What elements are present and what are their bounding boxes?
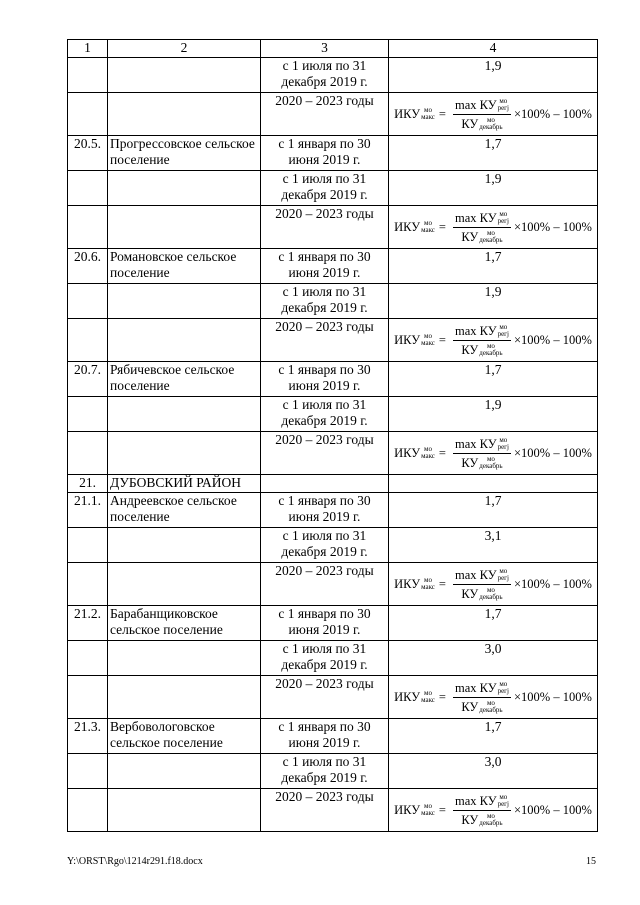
formula-num-symbol [455,793,509,809]
formula-den-symbol [461,699,502,715]
formula-lhs-superscript: мо [424,576,432,584]
formula-num-subscript: регj [497,686,509,695]
formula-den-scripts [479,456,502,470]
header-cell: 4 [389,40,598,58]
table-row [68,136,598,171]
formula-tail: ×100% – 100% [514,803,592,817]
formula-num-base: max КУ [454,97,497,112]
value-cell: 1,7 [389,606,598,641]
formula-den-subscript: декабрь [479,461,503,470]
formula-num-subscript: регj [497,442,509,451]
formula-lhs-subscript: макс [421,809,435,817]
value-cell: 1,9 [389,58,598,93]
empty-cell [389,475,598,493]
table-row [68,641,598,676]
settlement-name [108,284,261,319]
settlement-name [108,93,261,136]
formula-num-symbol [455,436,509,452]
formula-den-scripts [479,813,502,827]
formula-num-superscript: мо [499,322,508,331]
period-cell: с 1 января по 30 июня 2019 г. [261,362,389,397]
header-cell: 3 [261,40,389,58]
settlement-name [108,676,261,719]
formula-lhs-scripts [421,107,435,121]
formula-num-superscript: мо [499,96,508,105]
formula-den-scripts [479,700,502,714]
formula-den-base: КУ [461,342,479,357]
formula-den-superscript: мо [486,811,495,820]
formula [391,93,595,135]
formula-den-superscript: мо [486,115,495,124]
settlement-name [108,397,261,432]
header-cell: 2 [108,40,261,58]
formula-lhs-base: ИКУ [394,107,421,121]
empty-cell [261,475,389,493]
formula-lhs-superscript: мо [424,106,432,114]
settlement-name [108,171,261,206]
formula-denominator [461,585,502,602]
formula-lhs-superscript: мо [424,332,432,340]
formula-lhs-scripts [421,333,435,347]
settlement-name [108,563,261,606]
formula-equals: = [438,220,446,234]
formula-den-base: КУ [461,116,479,131]
period-cell: с 1 июля по 31 декабря 2019 г. [261,284,389,319]
settlement-name [108,789,261,832]
formula-den-symbol [461,455,502,471]
row-number [68,754,108,789]
period-cell: 2020 – 2023 годы [261,563,389,606]
formula-den-symbol [461,586,502,602]
table-row [68,58,598,93]
value-cell: 3,1 [389,528,598,563]
formula-tail: ×100% – 100% [514,577,592,591]
formula-num-scripts [498,568,509,582]
formula-den-scripts [479,343,502,357]
formula-den-symbol [461,342,502,358]
formula-den-scripts [479,587,502,601]
formula-num-subscript: регj [497,329,509,338]
formula-num-scripts [498,794,509,808]
formula-den-scripts [479,117,502,131]
formula-numerator [453,323,511,341]
formula [391,319,595,361]
formula-lhs-symbol [394,576,435,592]
formula-lhs-base: ИКУ [394,577,421,591]
formula-tail: ×100% – 100% [514,690,592,704]
formula-num-superscript: мо [499,679,508,688]
formula-num-superscript: мо [499,435,508,444]
period-cell: с 1 июля по 31 декабря 2019 г. [261,754,389,789]
settlement-name: Романовское сельское поселение [108,249,261,284]
formula [391,563,595,605]
row-number [68,676,108,719]
formula-lhs-superscript: мо [424,219,432,227]
formula-num-scripts [498,681,509,695]
formula-equals: = [438,333,446,347]
formula-lhs-symbol [394,332,435,348]
period-cell: 2020 – 2023 годы [261,206,389,249]
table-row [68,563,598,606]
formula-lhs-subscript: макс [421,339,435,347]
formula-lhs-symbol [394,445,435,461]
formula-lhs-base: ИКУ [394,446,421,460]
formula-num-subscript: регj [497,103,509,112]
settlement-name [108,432,261,475]
table-row [68,284,598,319]
formula-equals: = [438,690,446,704]
formula-den-base: КУ [461,455,479,470]
formula-den-base: КУ [461,699,479,714]
formula-cell [389,563,598,606]
formula-lhs-subscript: макс [421,452,435,460]
value-cell: 3,0 [389,641,598,676]
formula-denominator [461,811,502,828]
period-cell: 2020 – 2023 годы [261,319,389,362]
value-cell: 1,7 [389,136,598,171]
formula-lhs-scripts [421,446,435,460]
row-number [68,563,108,606]
value-cell: 1,9 [389,397,598,432]
period-cell: с 1 июля по 31 декабря 2019 г. [261,528,389,563]
row-number: 21.3. [68,719,108,754]
formula-num-symbol [455,567,509,583]
table-row [68,475,598,493]
formula-fraction [453,97,511,132]
formula-numerator [453,680,511,698]
formula-denominator [461,228,502,245]
row-number [68,397,108,432]
table-row [68,528,598,563]
formula-den-base: КУ [461,586,479,601]
value-cell: 1,7 [389,719,598,754]
period-cell: 2020 – 2023 годы [261,789,389,832]
row-number [68,528,108,563]
formula-num-base: max КУ [454,680,497,695]
value-cell: 1,9 [389,171,598,206]
row-number [68,206,108,249]
district-name: ДУБОВСКИЙ РАЙОН [108,475,261,493]
formula-lhs-scripts [421,690,435,704]
row-number [68,93,108,136]
row-number [68,319,108,362]
formula-tail: ×100% – 100% [514,220,592,234]
formula-num-superscript: мо [499,792,508,801]
formula-num-scripts [498,98,509,112]
footer-file-path: Y:\ORST\Rgo\1214r291.f18.docx [67,856,203,867]
formula-lhs-base: ИКУ [394,220,421,234]
table-row [68,397,598,432]
formula-tail: ×100% – 100% [514,333,592,347]
formula-cell [389,432,598,475]
formula-den-subscript: декабрь [479,592,503,601]
header-row [68,40,598,58]
formula-num-symbol [455,680,509,696]
settlement-name [108,319,261,362]
settlement-name: Барабанщиковское сельское поселение [108,606,261,641]
formula-lhs-base: ИКУ [394,333,421,347]
settlement-name [108,641,261,676]
row-number: 20.7. [68,362,108,397]
formula-equals: = [438,107,446,121]
period-cell: 2020 – 2023 годы [261,93,389,136]
table-row [68,93,598,136]
formula [391,676,595,718]
formula-denominator [461,698,502,715]
formula-cell [389,789,598,832]
formula-lhs-superscript: мо [424,689,432,697]
value-cell: 1,7 [389,362,598,397]
formula-num-base: max КУ [454,323,497,338]
table-row [68,432,598,475]
period-cell: с 1 января по 30 июня 2019 г. [261,136,389,171]
formula-den-subscript: декабрь [479,818,503,827]
table-row [68,249,598,284]
formula-lhs-symbol [394,802,435,818]
formula-lhs-superscript: мо [424,445,432,453]
formula-lhs-superscript: мо [424,802,432,810]
row-number [68,58,108,93]
formula-lhs-scripts [421,803,435,817]
formula-denominator [461,341,502,358]
formula-denominator [461,454,502,471]
formula-num-symbol [455,97,509,113]
period-cell: с 1 января по 30 июня 2019 г. [261,719,389,754]
formula-equals: = [438,446,446,460]
formula-num-base: max КУ [454,210,497,225]
settlement-name [108,754,261,789]
formula-cell [389,319,598,362]
formula-tail: ×100% – 100% [514,107,592,121]
formula-lhs-subscript: макс [421,226,435,234]
settlement-name: Андреевское сельское поселение [108,493,261,528]
value-cell: 1,7 [389,493,598,528]
page-number: 15 [586,856,596,867]
formula-den-symbol [461,812,502,828]
settlement-name: Прогрессовское сельское поселение [108,136,261,171]
settlement-name: Рябичевское сельское поселение [108,362,261,397]
formula-den-superscript: мо [486,698,495,707]
formula-num-superscript: мо [499,566,508,575]
formula-num-base: max КУ [454,793,497,808]
value-cell: 1,7 [389,249,598,284]
formula-lhs-base: ИКУ [394,690,421,704]
formula-den-scripts [479,230,502,244]
row-number [68,171,108,206]
formula-fraction [453,567,511,602]
row-number: 21.2. [68,606,108,641]
row-number: 21.1. [68,493,108,528]
formula-den-superscript: мо [486,585,495,594]
formula-denominator [461,115,502,132]
formula-num-subscript: регj [497,573,509,582]
row-number: 21. [68,475,108,493]
formula-equals: = [438,577,446,591]
period-cell: 2020 – 2023 годы [261,432,389,475]
formula-numerator [453,567,511,585]
settlement-name: Вербовологовское сельское поселение [108,719,261,754]
formula-den-superscript: мо [486,454,495,463]
settlement-name [108,206,261,249]
formula-den-base: КУ [461,812,479,827]
formula-lhs-symbol [394,219,435,235]
formula-num-symbol [455,210,509,226]
formula-fraction [453,436,511,471]
row-number [68,432,108,475]
formula-den-base: КУ [461,229,479,244]
table-row [68,319,598,362]
formula-den-symbol [461,116,502,132]
row-number [68,284,108,319]
table-row [68,676,598,719]
formula-den-subscript: декабрь [479,348,503,357]
formula-lhs-scripts [421,577,435,591]
formula-num-subscript: регj [497,216,509,225]
formula-lhs-symbol [394,106,435,122]
formula-num-superscript: мо [499,209,508,218]
row-number [68,641,108,676]
formula-den-subscript: декабрь [479,235,503,244]
formula-num-subscript: регj [497,799,509,808]
settlement-name [108,528,261,563]
formula-lhs-subscript: макс [421,113,435,121]
table-row [68,606,598,641]
period-cell: с 1 июля по 31 декабря 2019 г. [261,58,389,93]
formula-numerator [453,97,511,115]
row-number: 20.6. [68,249,108,284]
formula-fraction [453,210,511,245]
formula-cell [389,206,598,249]
table-row [68,789,598,832]
formula-den-subscript: декабрь [479,705,503,714]
formula-lhs-subscript: макс [421,583,435,591]
tariff-table [67,39,598,832]
formula-numerator [453,793,511,811]
formula-fraction [453,793,511,828]
formula-numerator [453,210,511,228]
formula-den-superscript: мо [486,341,495,350]
table-row [68,493,598,528]
period-cell: с 1 января по 30 июня 2019 г. [261,249,389,284]
formula [391,432,595,474]
formula-fraction [453,323,511,358]
settlement-name [108,58,261,93]
table-row [68,206,598,249]
period-cell: с 1 июля по 31 декабря 2019 г. [261,171,389,206]
formula-den-superscript: мо [486,228,495,237]
value-cell: 3,0 [389,754,598,789]
formula-lhs-subscript: макс [421,696,435,704]
row-number [68,789,108,832]
row-number: 20.5. [68,136,108,171]
formula-num-base: max КУ [454,567,497,582]
table-row [68,362,598,397]
formula-num-scripts [498,437,509,451]
formula-numerator [453,436,511,454]
formula-den-symbol [461,229,502,245]
period-cell: с 1 января по 30 июня 2019 г. [261,493,389,528]
formula-tail: ×100% – 100% [514,446,592,460]
formula-num-symbol [455,323,509,339]
formula-equals: = [438,803,446,817]
formula-fraction [453,680,511,715]
formula-num-base: max КУ [454,436,497,451]
formula [391,789,595,831]
formula-lhs-scripts [421,220,435,234]
formula-cell [389,676,598,719]
header-cell: 1 [68,40,108,58]
formula-lhs-symbol [394,689,435,705]
value-cell: 1,9 [389,284,598,319]
formula-num-scripts [498,211,509,225]
table-row [68,171,598,206]
formula-lhs-base: ИКУ [394,803,421,817]
period-cell: 2020 – 2023 годы [261,676,389,719]
table-row [68,754,598,789]
table-body [68,40,598,832]
formula [391,206,595,248]
period-cell: с 1 января по 30 июня 2019 г. [261,606,389,641]
formula-den-subscript: декабрь [479,122,503,131]
formula-num-scripts [498,324,509,338]
period-cell: с 1 июля по 31 декабря 2019 г. [261,397,389,432]
period-cell: с 1 июля по 31 декабря 2019 г. [261,641,389,676]
table-row [68,719,598,754]
formula-cell [389,93,598,136]
